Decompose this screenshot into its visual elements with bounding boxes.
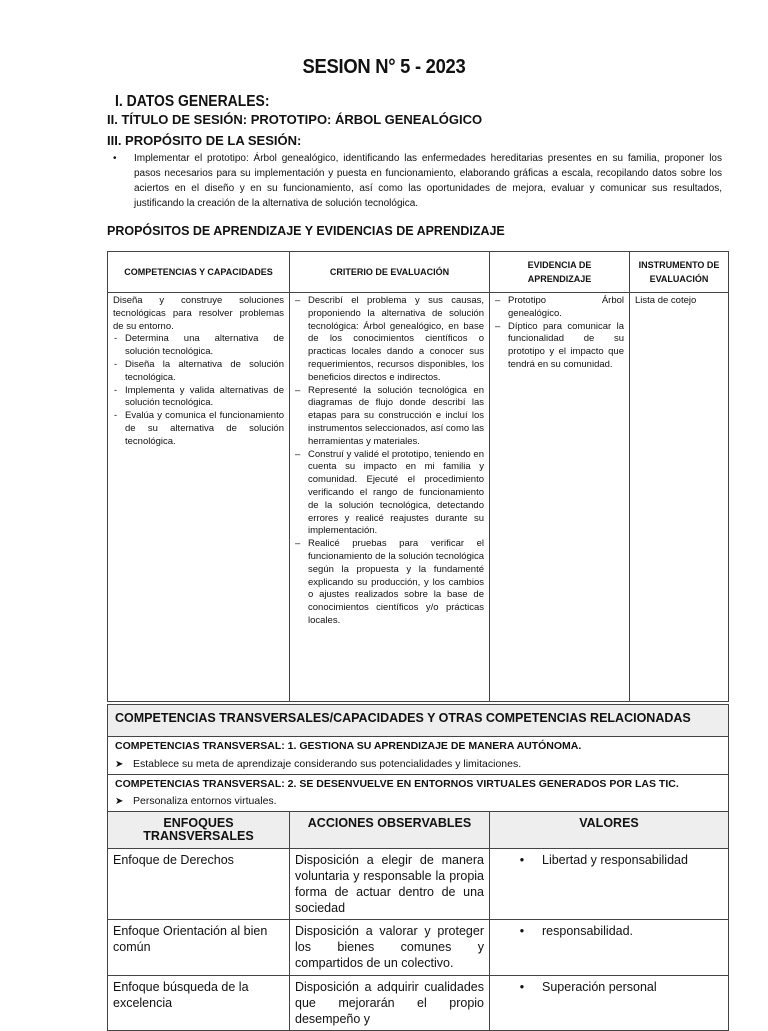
table-header-row bbox=[108, 252, 729, 293]
table-row bbox=[108, 848, 729, 919]
cell-instrumento: Lista de cotejo bbox=[630, 293, 729, 702]
cell-competencias bbox=[108, 293, 290, 702]
section-propositos-aprendizaje: PROPÓSITOS DE APRENDIZAJE Y EVIDENCIAS DE APRENDIZAJE bbox=[107, 224, 505, 238]
section-titulo-sesion: II. TÍTULO DE SESIÓN: PROTOTIPO: ÁRBOL GENEALÓGICO bbox=[107, 112, 483, 127]
comp1-item-text: Establece su meta de aprendizaje considerando sus potencialidades y limitaciones. bbox=[133, 757, 522, 770]
section-datos-generales: I. DATOS GENERALES: bbox=[115, 93, 270, 110]
bullet-icon: • bbox=[113, 153, 117, 164]
table-row bbox=[108, 737, 729, 775]
header-acciones: ACCIONES OBSERVABLES bbox=[290, 812, 490, 849]
comp1-cell bbox=[108, 737, 729, 775]
learning-table bbox=[107, 251, 729, 702]
valor-text: Superación personal bbox=[542, 979, 657, 994]
table-row bbox=[108, 705, 729, 737]
competencia-text: Diseña y construye soluciones tecnológicas para resolver problemas de su entorno. bbox=[113, 295, 284, 332]
comp2-cell bbox=[108, 774, 729, 812]
list-item: - Implementa y valida alternativas de solución tecnológica. bbox=[113, 385, 284, 411]
enfoque-cell: Enfoque de Derechos bbox=[108, 848, 290, 919]
cell-criterios bbox=[290, 293, 490, 702]
valor-cell bbox=[490, 848, 729, 919]
list-item: - Evalúa y comunica el funcionamiento de su alternativa de solución tecnológica. bbox=[113, 410, 284, 448]
bullet-icon: • bbox=[519, 923, 525, 938]
accion-cell: Disposición a adquirir cualidades que mejorarán el propio desempeño y bbox=[290, 975, 490, 1030]
table-row bbox=[108, 774, 729, 812]
transversal-table bbox=[107, 704, 729, 1031]
list-item: - Diseña la alternativa de solución tecnológica. bbox=[113, 359, 284, 385]
valor-cell bbox=[490, 919, 729, 975]
comp2-title: COMPETENCIAS TRANSVERSAL: 2. SE DESENVUELVE EN ENTORNOS VIRTUALES GENERADOS POR LAS TIC. bbox=[115, 777, 679, 790]
header-competencias: COMPETENCIAS Y CAPACIDADES bbox=[108, 252, 290, 293]
capacidades-list bbox=[113, 333, 284, 448]
comp1-item bbox=[108, 756, 728, 774]
list-item: – Díptico para comunicar la funcionalidad de su prototipo y el impacto que tendrá en su comunidad. bbox=[495, 321, 624, 372]
arrow-right-icon: ➤ bbox=[115, 758, 124, 770]
comp2-item-text: Personaliza entornos virtuales. bbox=[133, 795, 277, 808]
table-row bbox=[108, 975, 729, 1030]
accion-cell: Disposición a valorar y proteger los bienes comunes y compartidos de un colectivo. bbox=[290, 919, 490, 975]
header-criterio: CRITERIO DE EVALUACIÓN bbox=[290, 252, 490, 293]
enfoque-cell: Enfoque Orientación al bien común bbox=[108, 919, 290, 975]
cell-evidencias bbox=[490, 293, 630, 702]
header-instrumento: INSTRUMENTO DE EVALUACIÓN bbox=[630, 252, 729, 293]
list-item: - Determina una alternativa de solución tecnológica. bbox=[113, 333, 284, 359]
list-item: – Construí y validé el prototipo, teniendo en cuenta su impacto en mi familia y comunidad. Ejecuté el procedimiento verificando el rango de funcionamiento de la solución tecnológica, detectando errores y realicé reajustes durante su implementación. bbox=[295, 449, 484, 539]
criterios-list bbox=[295, 295, 484, 628]
list-item: – Describí el problema y sus causas, proponiendo la alternativa de solución tecnológica: Árbol genealógico, en base de los conocimientos científicos o practicas locales dando a conocer sus requerimientos, recursos disponibles, los beneficios directos e indirectos. bbox=[295, 295, 484, 385]
bullet-icon: • bbox=[519, 852, 525, 867]
arrow-right-icon: ➤ bbox=[115, 796, 124, 808]
accion-cell: Disposición a elegir de manera voluntaria y responsable la propia forma de actuar dentro de una sociedad bbox=[290, 848, 490, 919]
purpose-text: Implementar el prototipo: Árbol genealógico, identificando las enfermedades hereditarias presentes en su familia, proponer los pasos necesarios para su implementación y puesta en funcionamiento, elaborando gráficas a escala, recopilando datos sobre los aciertos en el diseño y en su funcionamiento, así como las oportunidades de mejora, evaluar y comunicar sus resultados, justificando la creación de la alternativa de solución tecnológica. bbox=[134, 153, 722, 209]
purpose-paragraph bbox=[113, 151, 722, 211]
list-item: – Representé la solución tecnológica en diagramas de flujo donde describí las etapas para su construcción e incluí los instrumentos seleccionados, así como las herramientas y materiales. bbox=[295, 385, 484, 449]
page-title: SESION N° 5 - 2023 bbox=[302, 56, 466, 78]
section-proposito: III. PROPÓSITO DE LA SESIÓN: bbox=[107, 133, 302, 148]
evidencias-list bbox=[495, 295, 624, 372]
bullet-icon: • bbox=[519, 979, 525, 994]
transversales-heading: COMPETENCIAS TRANSVERSALES/CAPACIDADES Y OTRAS COMPETENCIAS RELACIONADAS bbox=[108, 705, 729, 737]
comp1-title: COMPETENCIAS TRANSVERSAL: 1. GESTIONA SU APRENDIZAJE DE MANERA AUTÓNOMA. bbox=[115, 740, 582, 752]
header-enfoques: ENFOQUES TRANSVERSALES bbox=[108, 812, 290, 849]
header-valores: VALORES bbox=[490, 812, 729, 849]
header-evidencia: EVIDENCIA DE APRENDIZAJE bbox=[490, 252, 630, 293]
valor-text: Libertad y responsabilidad bbox=[542, 852, 688, 867]
list-item: – Realicé pruebas para verificar el funcionamiento de la solución tecnológica según la propuesta y la fundamenté explicando su producción, y los cambios o ajustes realizados sobre la base de conocimientos científicos y/o prácticas locales. bbox=[295, 538, 484, 628]
list-item: – Prototipo Árbol genealógico. bbox=[495, 295, 624, 321]
valor-text: responsabilidad. bbox=[542, 923, 634, 938]
comp2-item bbox=[108, 793, 728, 811]
table-row bbox=[108, 919, 729, 975]
table-header-row bbox=[108, 812, 729, 849]
valor-cell bbox=[490, 975, 729, 1030]
table-row bbox=[108, 293, 729, 702]
enfoque-cell: Enfoque búsqueda de la excelencia bbox=[108, 975, 290, 1030]
